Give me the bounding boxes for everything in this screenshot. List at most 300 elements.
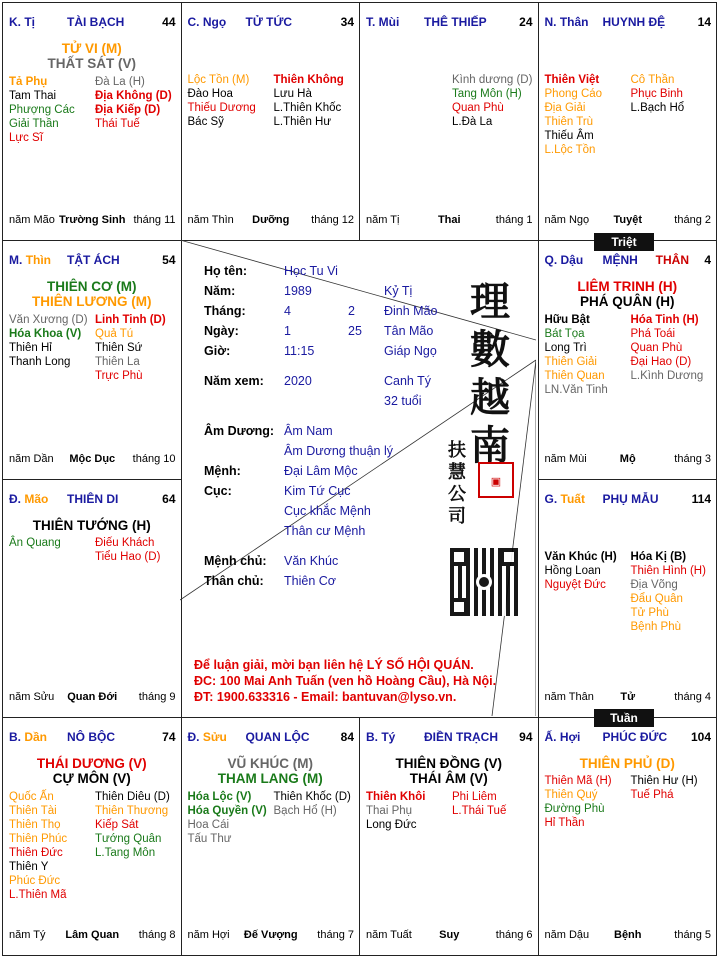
calligraphy-side: 司 — [448, 506, 466, 527]
footer-month: tháng 9 — [138, 690, 176, 703]
minor-star: Phi Liêm — [452, 790, 497, 803]
minor-star: Kình dương (D) — [452, 74, 533, 86]
day-value: 1 — [284, 324, 291, 338]
center-info-panel — [180, 240, 536, 716]
footer-stage: Thai — [437, 214, 461, 227]
hour-label: Giờ: — [204, 344, 231, 358]
palace-number: 44 — [162, 15, 176, 29]
palace-position: M. — [9, 253, 23, 268]
minor-star: Phượng Các — [9, 104, 75, 116]
palace-header — [9, 492, 176, 508]
minor-star: Tang Môn (H) — [452, 88, 522, 100]
minor-star: Lực Sĩ — [9, 132, 43, 144]
minor-star: Long Đức — [366, 818, 417, 831]
footer-year: năm Dần — [9, 452, 54, 465]
main-stars — [3, 756, 181, 786]
main-star: THẤT SÁT (V) — [47, 56, 136, 71]
main-stars — [539, 279, 717, 309]
minor-star: Thiên Không — [273, 74, 344, 86]
footer-stage: Đế Vượng — [243, 929, 298, 941]
palace-footer — [9, 691, 176, 705]
minor-star: Phá Toái — [630, 328, 676, 341]
right-stars-column — [274, 790, 351, 818]
minor-star: L.Thiên Mã — [9, 888, 67, 901]
main-star: THÁI ÂM (V) — [409, 770, 488, 786]
footer-stage: Bệnh — [614, 929, 642, 941]
minor-star: Tam Thai — [9, 90, 57, 102]
minor-star: Đường Phù — [544, 802, 605, 815]
minor-star: Thiên Hình (H) — [630, 564, 706, 577]
minor-star: Hóa Tinh (H) — [630, 314, 699, 327]
footer-month: tháng 3 — [674, 452, 711, 465]
minor-star: Thiên Đức — [9, 846, 63, 859]
left-stars-column — [366, 790, 425, 832]
palace-header — [545, 492, 712, 508]
minor-star: Lưu Hà — [273, 88, 312, 100]
palace-footer — [188, 929, 355, 943]
palace-name: MỆNH — [602, 253, 638, 268]
palace-position: K. Tị — [9, 15, 35, 29]
calligraphy-side: 慧 — [448, 462, 466, 483]
year-can: Kỷ Tị — [384, 284, 413, 298]
footer-year: năm Thân — [544, 690, 594, 703]
palace-footer — [545, 691, 712, 705]
minor-star: Phúc Đức — [9, 874, 61, 887]
minor-star: LN.Văn Tinh — [544, 384, 608, 397]
main-star: TỬ VI (M) — [61, 41, 122, 56]
footer-stage: Quan Đới — [67, 690, 118, 703]
than-chu-value: Thiên Cơ — [284, 574, 336, 588]
minor-star: Tấu Thư — [187, 832, 232, 845]
palace-name: TẬT ÁCH — [67, 253, 120, 268]
month-value: 4 — [284, 304, 291, 318]
minor-star: Thiên Diêu (D) — [95, 790, 170, 803]
amduong-label: Âm Dương: — [204, 424, 275, 438]
minor-star: Hóa Quyền (V) — [187, 804, 267, 817]
minor-star: Tử Phù — [630, 606, 669, 619]
palace-cell-d-mao — [2, 479, 182, 718]
palace-number: 54 — [162, 253, 176, 268]
palace-header — [545, 15, 712, 31]
palace-header — [188, 15, 355, 31]
day-can: Tân Mão — [384, 324, 434, 338]
palace-number: 104 — [690, 729, 711, 744]
minor-star: Thiên Trù — [544, 116, 594, 128]
left-stars-column — [9, 536, 61, 550]
footer-year: năm Thìn — [187, 214, 234, 227]
main-star: THIÊN CƠ (M) — [46, 279, 137, 295]
footer-year: năm Tý — [9, 929, 46, 941]
minor-star: L.Bạch Hổ — [630, 102, 685, 114]
palace-number: 84 — [340, 729, 354, 744]
minor-star: Bát Tọa — [544, 328, 585, 341]
footer-month: tháng 7 — [317, 929, 354, 941]
right-stars-column — [95, 75, 172, 131]
palace-footer — [366, 929, 533, 943]
calligraphy-char: 數 — [470, 326, 510, 373]
minor-star: Hữu Bật — [544, 314, 590, 327]
main-star: THIÊN ĐỒNG (V) — [395, 755, 502, 771]
palace-footer — [545, 929, 712, 943]
palace-name: PHÚC ĐỨC — [602, 729, 668, 744]
minor-star: Nguyệt Đức — [544, 578, 606, 591]
footer-stage: Mộ — [619, 452, 636, 465]
minor-star: L.Lộc Tồn — [544, 144, 596, 156]
palace-name: ĐIỀN TRẠCH — [424, 729, 498, 744]
palace-cell-n-than — [538, 2, 718, 241]
main-star: THIÊN LƯƠNG (M) — [32, 294, 152, 310]
minor-star: Giải Thần — [9, 118, 59, 130]
palace-number: 24 — [519, 15, 533, 29]
minor-star: Cô Thần — [630, 74, 675, 86]
palace-name: NÔ BỘC — [67, 729, 115, 744]
minor-star: Hóa Khoa (V) — [9, 328, 82, 341]
menh-chu-label: Mệnh chủ: — [204, 554, 267, 568]
footer-month: tháng 4 — [674, 690, 711, 703]
right-stars-column — [95, 313, 166, 383]
palace-position: C. Ngọ — [187, 15, 227, 29]
footer-year: năm Ngọ — [544, 214, 590, 227]
palace-number: 74 — [162, 729, 176, 744]
left-stars-column — [9, 790, 67, 902]
palace-name: HUYNH ĐỆ — [602, 15, 666, 29]
cuc-label: Cục: — [204, 484, 232, 498]
palace-number: 114 — [691, 491, 711, 506]
left-stars-column — [9, 75, 75, 145]
minor-star: Thanh Long — [9, 356, 71, 369]
left-stars-column — [188, 790, 267, 846]
minor-star: Bệnh Phù — [630, 620, 682, 633]
palace-footer — [545, 214, 712, 228]
minor-star: L.Kình Dương — [630, 370, 704, 383]
palace-position: B. — [9, 729, 21, 744]
minor-star: Thai Phụ — [366, 804, 413, 817]
footer-stage: Dưỡng — [252, 214, 290, 227]
palace-footer — [9, 214, 176, 228]
year-label: Năm: — [204, 284, 236, 298]
palace-footer — [9, 453, 176, 467]
palace-cell-g-tuat — [538, 479, 718, 718]
contact-line-1: Để luận giải, mời bạn liên hệ LÝ SỐ HỘI QUÁN. — [194, 658, 474, 672]
minor-star: Kiếp Sát — [95, 818, 139, 831]
minor-star: Hóa Lộc (V) — [187, 790, 252, 803]
palace-name: TỬ TỨC — [245, 15, 293, 29]
minor-star: Thái Tuế — [95, 118, 140, 130]
minor-star: Tướng Quân — [95, 832, 162, 845]
main-star: THIÊN TƯỚNG (H) — [32, 517, 151, 533]
minor-star: Đẩu Quân — [630, 592, 683, 605]
minor-star: Phong Cáo — [544, 88, 603, 100]
footer-year: năm Tị — [366, 214, 400, 227]
minor-star: Địa Giải — [544, 102, 586, 114]
main-stars — [182, 756, 360, 786]
red-seal-stamp: ▣ — [478, 462, 514, 498]
qr-code[interactable] — [450, 548, 518, 616]
than-chu-label: Thân chủ: — [204, 574, 264, 588]
palace-number: 64 — [162, 491, 176, 506]
minor-star: Lộc Tồn (M) — [187, 74, 250, 86]
footer-month: tháng 10 — [132, 452, 176, 465]
palace-name: THÊ THIẾP — [424, 15, 487, 29]
main-star: THAM LANG (M) — [217, 770, 323, 786]
right-stars-column — [631, 550, 706, 634]
palace-element: Sửu — [202, 729, 227, 744]
calligraphy-side: 扶 — [448, 440, 466, 461]
minor-star: Thiên Khốc (D) — [273, 790, 351, 803]
day-lunar: 25 — [348, 324, 362, 338]
hour-value: 11:15 — [284, 344, 315, 358]
palace-name: PHỤ MẪU — [602, 491, 659, 506]
minor-star: Thiên Việt — [544, 74, 600, 86]
minor-star: Quan Phù — [630, 342, 683, 355]
month-can: Đinh Mão — [384, 304, 438, 318]
minor-star: L.Thiên Khốc — [273, 102, 342, 114]
footer-stage: Mộc Dục — [69, 452, 116, 465]
palace-name: QUAN LỘC — [245, 729, 310, 744]
minor-star: Thiên La — [95, 356, 140, 369]
minor-star: Thiên Y — [9, 860, 49, 873]
left-stars-column — [9, 313, 88, 369]
minor-star: L.Tang Môn — [95, 846, 156, 859]
minor-star: Văn Khúc (H) — [544, 550, 617, 563]
minor-star: Thiên Mã (H) — [544, 774, 612, 787]
minor-star: Địa Võng — [630, 578, 678, 591]
palace-name: THIÊN DI — [67, 491, 119, 506]
palace-position: B. Tý — [366, 729, 396, 744]
left-stars-column — [545, 774, 612, 830]
palace-position: Đ. — [187, 729, 200, 744]
minor-star: Thiên Thọ — [9, 818, 61, 831]
left-stars-column — [545, 73, 603, 157]
palace-footer — [188, 214, 355, 228]
palace-position: G. — [544, 491, 558, 506]
minor-star: Hoa Cái — [187, 818, 230, 831]
palace-number: 4 — [704, 253, 711, 268]
minor-star: Điếu Khách — [95, 536, 155, 549]
main-star: LIÊM TRINH (H) — [577, 279, 678, 295]
minor-star: L.Thiên Hư — [273, 116, 332, 128]
main-stars — [539, 756, 717, 771]
palace-cell-c-ngo — [181, 2, 361, 241]
minor-star: Tuế Phá — [630, 788, 674, 801]
minor-star: Thiên Khôi — [366, 790, 426, 803]
contact-address: ĐC: 100 Mai Anh Tuấn (ven hồ Hoàng Cầu), Hà Nội. — [194, 674, 497, 688]
minor-star: Thiên Quý — [544, 788, 598, 801]
than-marker: THÂN — [655, 253, 689, 268]
minor-star: Bác Sỹ — [187, 116, 224, 128]
contact-phone-email[interactable]: ĐT: 1900.633316 - Email: bantuvan@lyso.vn. — [194, 690, 457, 704]
main-star: THÁI DƯƠNG (V) — [36, 755, 147, 771]
palace-footer — [9, 929, 176, 943]
palace-element: Mão — [24, 491, 49, 506]
minor-star: Quan Phù — [452, 102, 504, 114]
footer-year: năm Mão — [9, 214, 55, 227]
palace-position: Ấ. Hợi — [544, 729, 581, 744]
palace-element: Thìn — [25, 253, 52, 268]
palace-number: 94 — [519, 729, 533, 744]
right-stars-column — [274, 73, 344, 129]
palace-number: 14 — [697, 15, 711, 29]
palace-header — [9, 730, 176, 746]
palace-name: TÀI BẠCH — [67, 15, 125, 29]
minor-star: Thiên Sứ — [95, 342, 143, 355]
month-label: Tháng: — [204, 304, 246, 318]
palace-element: Tuất — [560, 491, 585, 506]
minor-star: Long Trì — [544, 342, 587, 355]
menh-chu-value: Văn Khúc — [284, 554, 339, 568]
name-label: Họ tên: — [204, 264, 248, 278]
calligraphy-char: 越 — [470, 374, 510, 421]
minor-star: L.Đà La — [452, 116, 493, 128]
tuan-badge: Tuần — [594, 709, 654, 727]
palace-cell-b-ty — [359, 717, 539, 956]
cuc-note: Cục khắc Mệnh — [284, 504, 371, 518]
menh-value: Đại Lâm Mộc — [284, 464, 358, 478]
minor-star: Linh Tinh (D) — [95, 314, 166, 327]
palace-footer — [545, 453, 712, 467]
footer-year: năm Dậu — [544, 929, 590, 941]
main-stars — [3, 41, 181, 71]
footer-year: năm Mùi — [544, 452, 587, 465]
minor-star: Thiếu Dương — [187, 102, 256, 114]
minor-star: Thiên Thương — [95, 804, 169, 817]
view-year-label: Năm xem: — [204, 374, 264, 388]
minor-star: Đào Hoa — [187, 88, 233, 100]
minor-star: Thiên Hư (H) — [630, 774, 698, 787]
minor-star: Thiếu Âm — [544, 130, 594, 142]
footer-month: tháng 12 — [311, 214, 354, 227]
minor-star: Thiên Hỉ — [9, 342, 52, 355]
minor-star: Thiên Giải — [544, 356, 597, 369]
footer-month: tháng 2 — [674, 214, 711, 227]
calligraphy-side: 公 — [448, 484, 466, 505]
minor-star: Đại Hao (D) — [630, 356, 692, 369]
palace-header — [188, 730, 355, 746]
footer-stage: Tử — [620, 690, 636, 703]
minor-star: Quốc Ấn — [9, 790, 54, 803]
footer-month: tháng 1 — [495, 214, 533, 227]
right-stars-column — [631, 73, 685, 115]
minor-star: L.Thái Tuế — [452, 804, 507, 817]
palace-cell-d-suu — [181, 717, 361, 956]
footer-year: năm Sửu — [9, 690, 55, 703]
footer-year: năm Hợi — [187, 929, 230, 941]
minor-star: Bạch Hổ (H) — [273, 804, 337, 817]
minor-star: Phục Binh — [630, 88, 683, 100]
palace-header — [9, 253, 176, 269]
triet-badge: Triệt — [594, 233, 654, 251]
main-star: THIÊN PHỦ (D) — [579, 755, 675, 771]
age-value: 32 tuổi — [384, 394, 422, 408]
year-value: 1989 — [284, 284, 312, 298]
view-year-value: 2020 — [284, 374, 312, 388]
left-stars-column — [188, 73, 256, 129]
minor-star: Trực Phù — [95, 370, 143, 383]
footer-stage: Tuyệt — [613, 214, 643, 227]
palace-header — [9, 15, 176, 31]
footer-month: tháng 11 — [133, 214, 176, 227]
day-label: Ngày: — [204, 324, 239, 338]
left-stars-column — [545, 550, 617, 592]
minor-star: Thiên Phúc — [9, 832, 68, 845]
right-stars-column — [631, 774, 698, 802]
palace-number: 34 — [340, 15, 354, 29]
right-stars-column — [452, 790, 506, 818]
month-lunar: 2 — [348, 304, 355, 318]
palace-position: N. Thân — [544, 15, 589, 29]
footer-month: tháng 8 — [138, 929, 176, 941]
palace-footer — [366, 214, 533, 228]
left-stars-column — [545, 313, 608, 397]
minor-star: Tả Phụ — [9, 76, 48, 88]
palace-cell-a-hoi — [538, 717, 718, 956]
minor-star: Thiên Quan — [544, 370, 605, 383]
minor-star: Tiểu Hao (D) — [95, 550, 161, 563]
minor-star: Ân Quang — [9, 536, 61, 549]
footer-year: năm Tuất — [366, 929, 412, 941]
main-stars — [3, 279, 181, 309]
footer-stage: Trường Sinh — [58, 214, 126, 227]
palace-cell-b-dan — [2, 717, 182, 956]
right-stars-column — [452, 73, 532, 129]
minor-star: Hóa Kị (B) — [630, 550, 687, 563]
palace-cell-m-thin — [2, 240, 182, 479]
minor-star: Đà La (H) — [95, 76, 145, 88]
minor-star: Địa Kiếp (D) — [95, 104, 161, 116]
right-stars-column — [631, 313, 704, 383]
main-stars — [3, 518, 181, 533]
footer-month: tháng 6 — [495, 929, 533, 941]
palace-cell-k-ti — [2, 2, 182, 241]
minor-star: Hỉ Thần — [544, 816, 585, 829]
calligraphy-char: 南 — [470, 422, 510, 469]
cuc-note-2: Thân cư Mệnh — [284, 524, 366, 538]
cuc-value: Kim Tứ Cục — [284, 484, 351, 498]
footer-stage: Suy — [439, 929, 460, 941]
name-value: Học Tu Vi — [284, 264, 338, 278]
minor-star: Thiên Tài — [9, 804, 57, 817]
hour-can: Giáp Ngọ — [384, 344, 437, 358]
menh-label: Mệnh: — [204, 464, 241, 478]
palace-header — [366, 15, 533, 31]
palace-position: Đ. — [9, 491, 21, 506]
palace-header — [545, 253, 712, 269]
main-star: VŨ KHÚC (M) — [227, 755, 313, 771]
footer-stage: Lâm Quan — [65, 929, 120, 941]
palace-header — [366, 730, 533, 746]
minor-star: Địa Không (D) — [95, 90, 172, 102]
minor-star: Văn Xương (D) — [9, 314, 88, 327]
view-year-can: Canh Tý — [384, 374, 432, 388]
palace-element: Dần — [24, 729, 48, 744]
amduong-value: Âm Nam — [284, 424, 333, 438]
right-stars-column — [95, 790, 170, 860]
footer-month: tháng 5 — [674, 929, 711, 941]
right-stars-column — [95, 536, 160, 564]
main-stars — [360, 756, 538, 786]
main-star: PHÁ QUÂN (H) — [580, 294, 675, 310]
palace-cell-q-dau — [538, 240, 718, 479]
amduong-note: Âm Dương thuận lý — [284, 444, 393, 458]
calligraphy-char: 理 — [470, 278, 510, 325]
palace-header — [545, 730, 712, 746]
palace-cell-t-mui — [359, 2, 539, 241]
main-star: CỰ MÔN (V) — [52, 770, 131, 786]
minor-star: Quả Tú — [95, 328, 134, 341]
palace-position: T. Mùi — [366, 15, 400, 29]
palace-position: Q. Dậu — [544, 253, 584, 268]
minor-star: Hồng Loan — [544, 564, 601, 577]
